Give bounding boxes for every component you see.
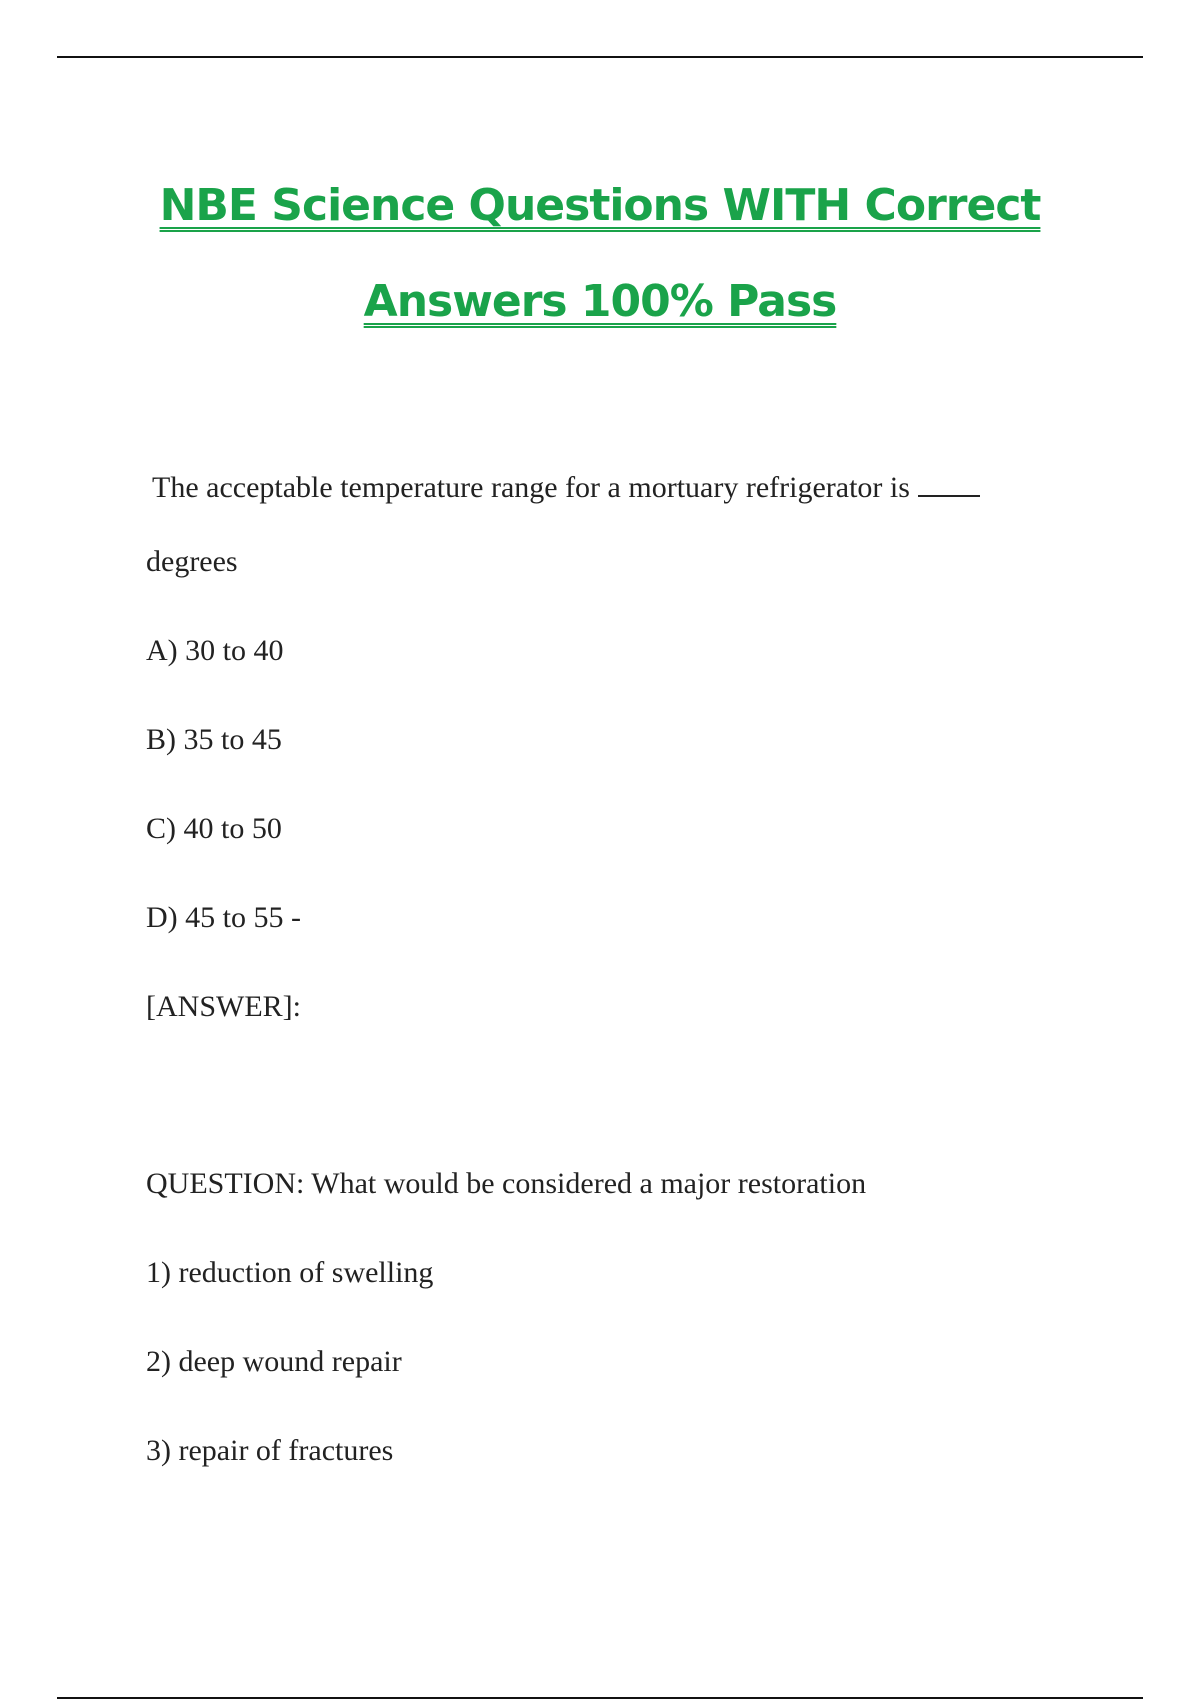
- question-1-option-d: D) 45 to 55 -: [146, 901, 301, 934]
- question-1-option-a: A) 30 to 40: [146, 634, 284, 667]
- question-1-answer-label: [ANSWER]:: [146, 990, 301, 1023]
- title-line-2: Answers 100% Pass: [363, 276, 837, 327]
- question-1-option-b: B) 35 to 45: [146, 723, 282, 756]
- header-rule: [57, 56, 1143, 58]
- question-1-stem-text: The acceptable temperature range for a mortuary refrigerator is: [152, 471, 910, 504]
- question-2-option-2: 2) deep wound repair: [146, 1345, 402, 1378]
- answer-blank: [918, 473, 980, 497]
- question-1-option-c: C) 40 to 50: [146, 812, 282, 845]
- question-2-option-1: 1) reduction of swelling: [146, 1256, 434, 1289]
- question-1-stem-line-1: [152, 470, 980, 506]
- question-1-stem-line-2: degrees: [146, 545, 238, 578]
- footer-rule: [57, 1697, 1143, 1699]
- question-2-stem: QUESTION: What would be considered a major restoration: [146, 1167, 867, 1200]
- title-line-1: NBE Science Questions WITH Correct: [159, 180, 1041, 231]
- question-2-option-3: 3) repair of fractures: [146, 1434, 394, 1467]
